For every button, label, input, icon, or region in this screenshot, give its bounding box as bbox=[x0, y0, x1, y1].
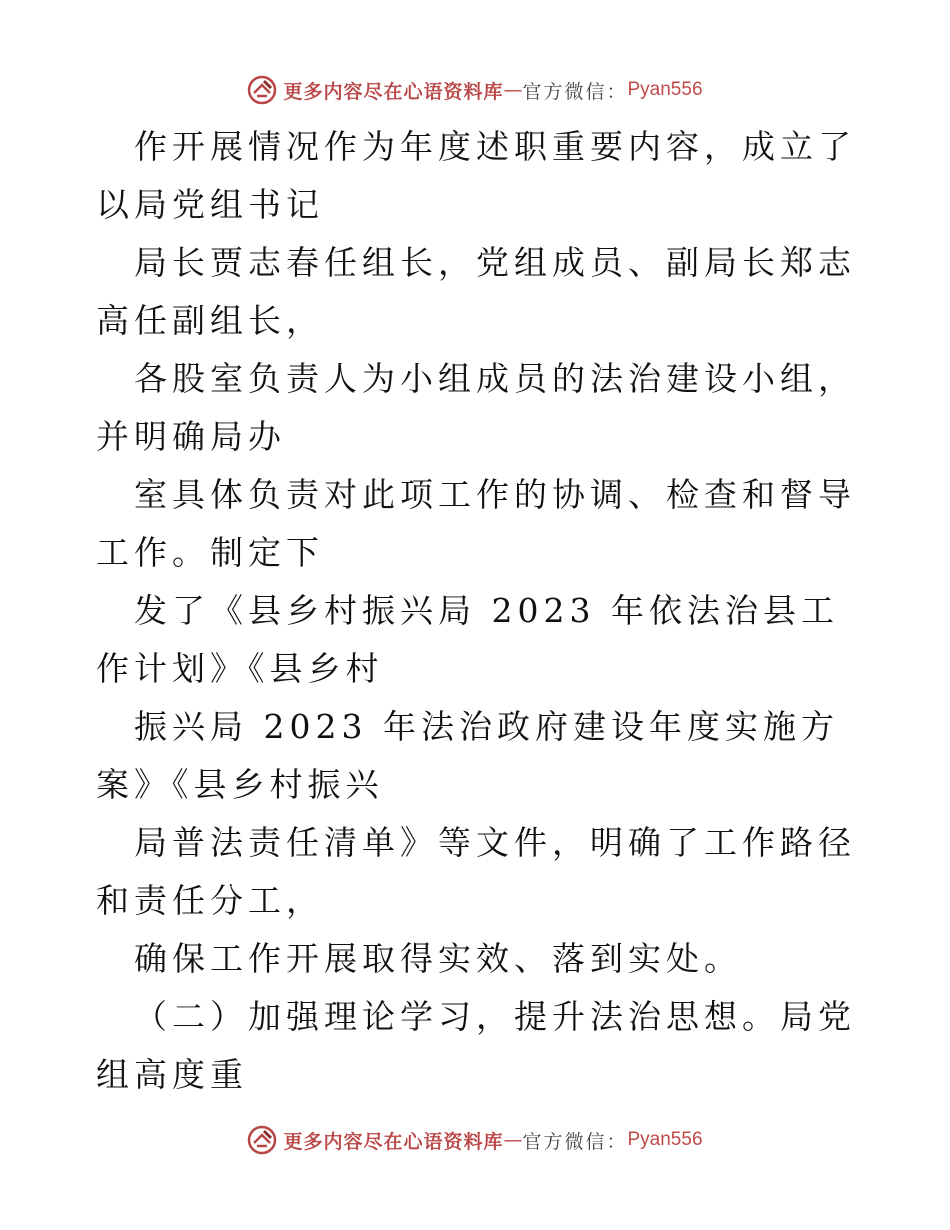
watermark-wechat-id: Pyan556 bbox=[627, 1129, 703, 1150]
watermark-site-text: 更多内容尽在心语资料库 bbox=[283, 80, 504, 103]
paragraph: （二）加强理论学习，提升法治思想。局党组高度重 bbox=[96, 997, 856, 1094]
watermark-header bbox=[0, 70, 950, 110]
paragraph: 确保工作开展取得实效、落到实处。 bbox=[134, 939, 742, 978]
watermark-footer bbox=[0, 1120, 950, 1160]
paragraph: 振兴局 2023 年法治政府建设年度实施方案》《县乡村振兴 bbox=[96, 707, 839, 804]
watermark-separator: — bbox=[503, 1129, 523, 1151]
paragraph: 各股室负责人为小组成员的法治建设小组，并明确局办 bbox=[96, 359, 856, 456]
paragraph: 作开展情况作为年度述职重要内容，成立了以局党组书记 bbox=[96, 127, 856, 224]
paragraph: 发了《县乡村振兴局 2023 年依法治县工作计划》《县乡村 bbox=[96, 591, 839, 688]
watermark-separator: — bbox=[503, 79, 523, 101]
paragraph: 室具体负责对此项工作的协调、检查和督导工作。制定下 bbox=[96, 475, 856, 572]
paragraph: 局长贾志春任组长，党组成员、副局长郑志高任副组长， bbox=[96, 243, 856, 340]
watermark-wechat-id: Pyan556 bbox=[627, 79, 703, 100]
watermark-label: 官方微信： bbox=[522, 1130, 628, 1153]
watermark-label: 官方微信： bbox=[522, 80, 628, 103]
paragraph: 局普法责任清单》等文件，明确了工作路径和责任分工， bbox=[96, 823, 856, 920]
document-body bbox=[96, 118, 856, 1104]
book-pen-logo-icon bbox=[247, 1125, 277, 1155]
watermark-site-text: 更多内容尽在心语资料库 bbox=[283, 1130, 504, 1153]
book-pen-logo-icon bbox=[247, 75, 277, 105]
